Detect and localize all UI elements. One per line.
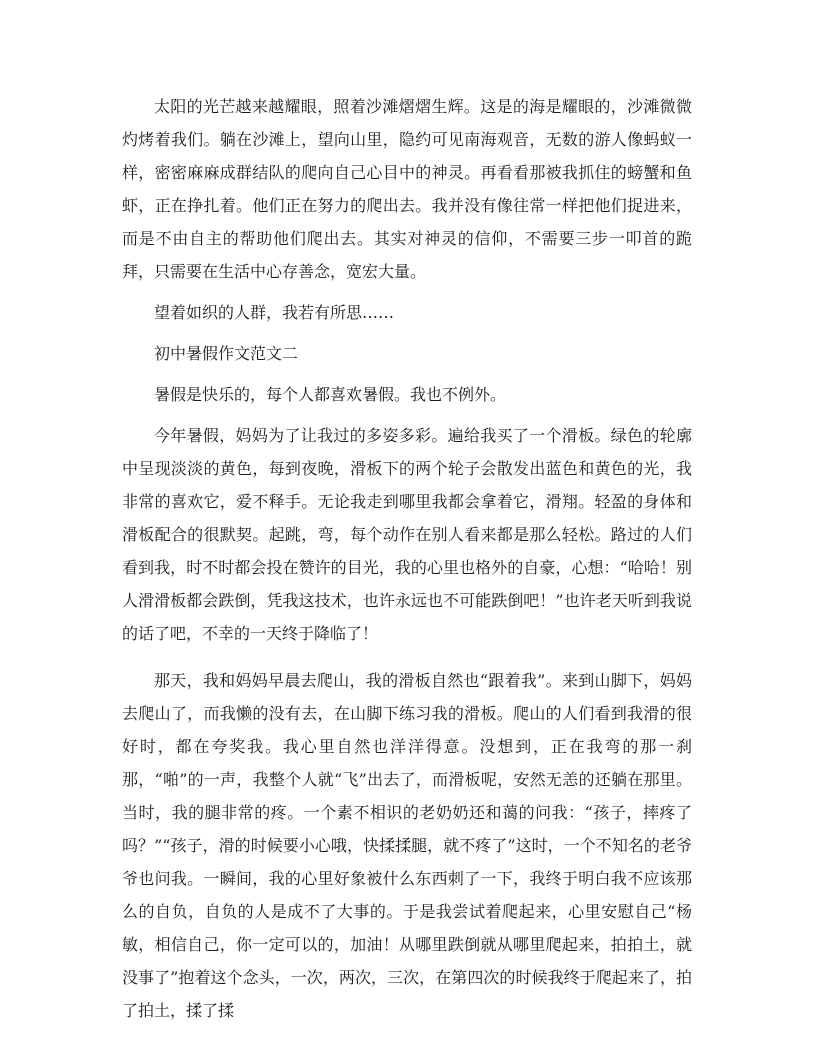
paragraph-musing: 望着如织的人群，我若有所思…… [154,303,395,322]
paragraph-intro: 暑假是快乐的，每个人都喜欢暑假。我也不例外。 [154,385,507,404]
paragraph-fall: 那天，我和妈妈早晨去爬山，我的滑板自然也“跟着我”。来到山脚下，妈妈去爬山了，而我懒的没有去，在山脚下练习我的滑板。爬山的人们看到我滑的很好时，都在夸奖我。我心里自然也洋洋得意。没想到，正在我弯的那一刹那，“啪”的一声，我整个人就“飞”出去了，而滑板呢，安然无恙的还躺在那里。当时，我的腿非常的疼。一个素不相识的老奶奶还和蔼的问我：“孩子，摔疼了吗？”“孩子，滑的时候要小心哦，快揉揉腿，就不疼了”这时，一个不知名的老爷爷也问我。一瞬间，我的心里好象被什么东西刺了一下，我终于明白我不应该那么的自负，自负的人是成不了大事的。于是我尝试着爬起来，心里安慰自己“杨敏，相信自己，你一定可以的，加油！从哪里跌倒就从哪里爬起来，拍拍土，就没事了”抱着这个念头，一次，两次，三次，在第四次的时候我终于爬起来了，拍了拍土，揉了揉 [122,671,692,1020]
document-body [122,90,692,1027]
paragraph-skateboard: 今年暑假，妈妈为了让我过的多姿多彩。遍给我买了一个滑板。绿色的轮廓中呈现淡淡的黄色，每到夜晚，滑板下的两个轮子会散发出蓝色和黄色的光，我非常的喜欢它，爱不释手。无论我走到哪里我都会拿着它，滑翔。轻盈的身体和滑板配合的很默契。起跳，弯，每个动作在别人看来都是那么轻松。路过的人们看到我，时不时都会投在赞许的目光，我的心里也格外的自豪，心想：“哈哈！别人滑滑板都会跌倒，凭我这技术，也许永远也不可能跌倒吧！”也许老天听到我说的话了吧，不幸的一天终于降临了！ [122,426,692,643]
section-heading: 初中暑假作文范文二 [154,344,299,363]
paragraph-beach: 太阳的光芒越来越耀眼，照着沙滩熠熠生辉。这是的海是耀眼的，沙滩微微灼烤着我们。躺在沙滩上，望向山里，隐约可见南海观音，无数的游人像蚂蚁一样，密密麻麻成群结队的爬向自己心目中的神灵。再看看那被我抓住的螃蟹和鱼虾，正在挣扎着。他们正在努力的爬出去。我并没有像往常一样把他们捉进来，而是不由自主的帮助他们爬出去。其实对神灵的信仰，不需要三步一叩首的跪拜，只需要在生活中心存善念，宽宏大量。 [122,97,692,281]
